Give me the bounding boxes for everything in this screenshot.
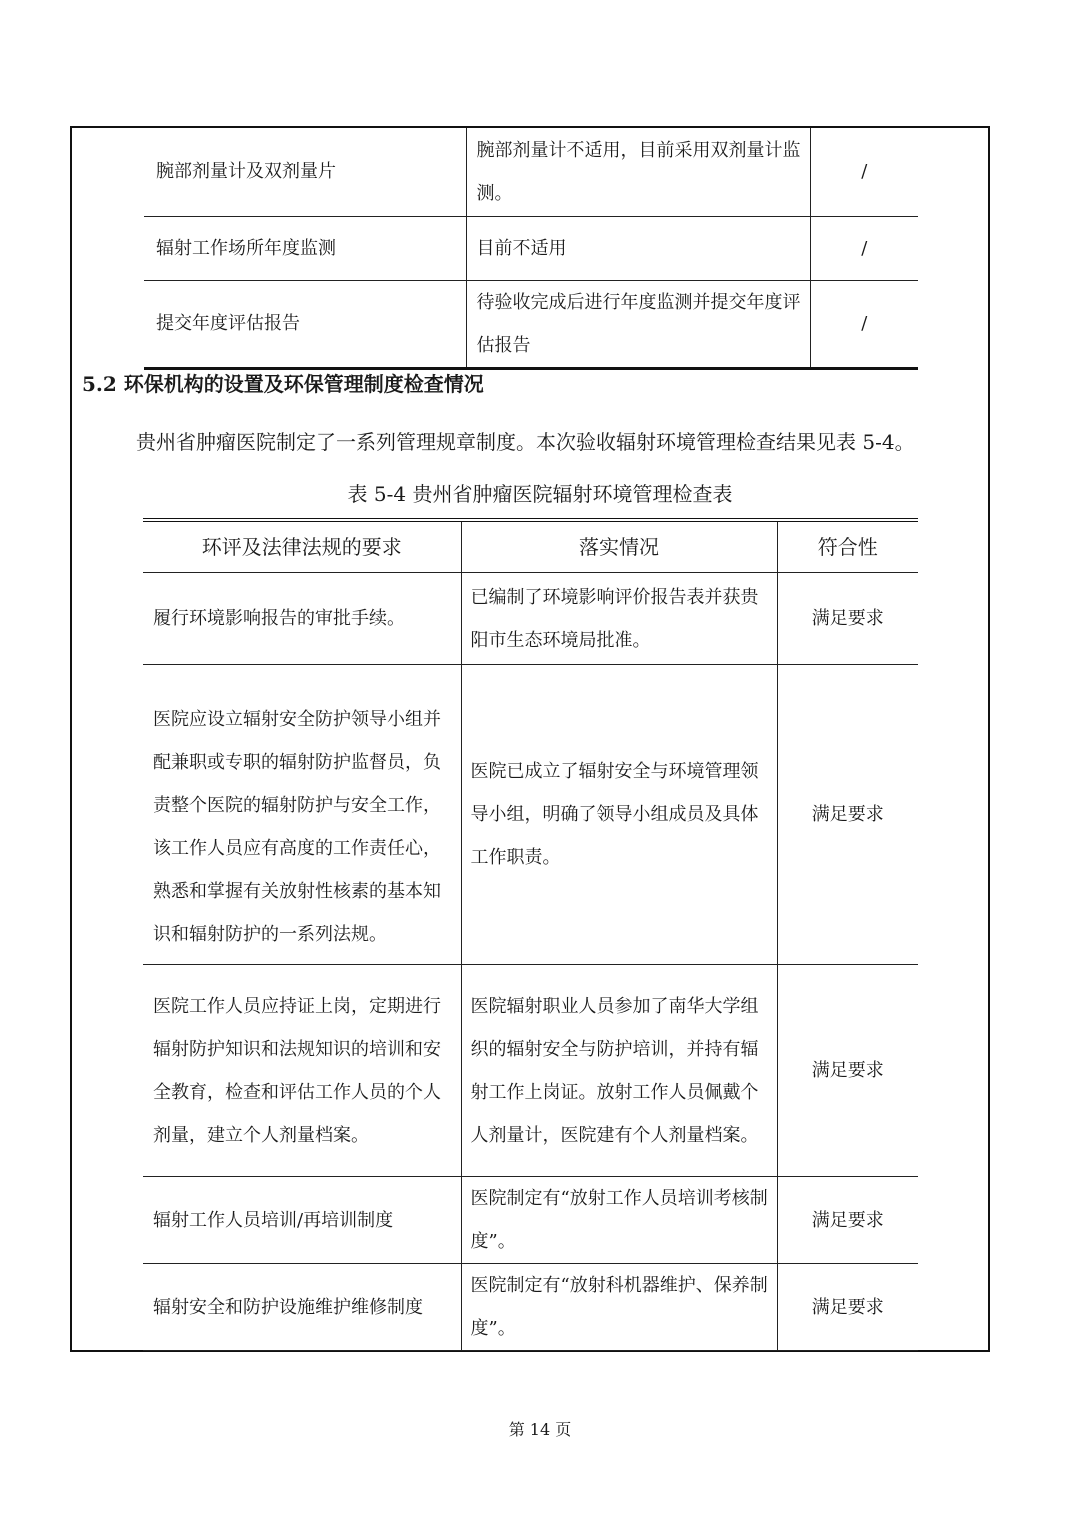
inspection-table (143, 518, 918, 1351)
implementation-cell: 医院辐射职业人员参加了南华大学组织的辐射安全与防护培训，并持有辐射工作上岗证。放射工作人员佩戴个人剂量计，医院建有个人剂量档案。 (461, 965, 777, 1177)
requirement-cell: 医院工作人员应持证上岗，定期进行辐射防护知识和法规知识的培训和安全教育，检查和评估工作人员的个人剂量，建立个人剂量档案。 (143, 965, 461, 1177)
requirement-cell: 辐射工作人员培训/再培训制度 (143, 1177, 461, 1264)
table-row (143, 1264, 918, 1351)
table-cell: 待验收完成后进行年度监测并提交年度评估报告 (466, 280, 810, 368)
table-cell: 目前不适用 (466, 216, 810, 280)
compliance-cell: 满足要求 (777, 1264, 918, 1351)
column-header: 符合性 (777, 520, 918, 573)
implementation-cell: 医院已成立了辐射安全与环境管理领导小组，明确了领导小组成员及具体工作职责。 (461, 665, 777, 965)
column-header: 落实情况 (461, 520, 777, 573)
body-paragraph: 贵州省肿瘤医院制定了一系列管理规章制度。本次验收辐射环境管理检查结果见表 5-4。 (136, 430, 915, 454)
table-row (143, 573, 918, 665)
requirement-cell: 履行环境影响报告的审批手续。 (143, 573, 461, 665)
table-cell: 辐射工作场所年度监测 (144, 216, 466, 280)
compliance-cell: 满足要求 (777, 1177, 918, 1264)
column-header: 环评及法律法规的要求 (143, 520, 461, 573)
table-cell: / (810, 216, 918, 280)
table-cell: / (810, 280, 918, 368)
implementation-cell: 医院制定有“放射科机器维护、保养制度”。 (461, 1264, 777, 1351)
compliance-cell: 满足要求 (777, 965, 918, 1177)
table-cell: / (810, 128, 918, 216)
table-cell: 腕部剂量计不适用，目前采用双剂量计监测。 (466, 128, 810, 216)
table-caption: 表 5-4 贵州省肿瘤医院辐射环境管理检查表 (347, 482, 733, 506)
section-heading: 5.2 环保机构的设置及环保管理制度检查情况 (82, 372, 484, 396)
table-row (144, 280, 918, 368)
table-header-row (143, 520, 918, 573)
table-row (144, 216, 918, 280)
table-row (143, 665, 918, 965)
requirement-cell: 辐射安全和防护设施维护维修制度 (143, 1264, 461, 1351)
implementation-cell: 已编制了环境影响评价报告表并获贵阳市生态环境局批准。 (461, 573, 777, 665)
compliance-cell: 满足要求 (777, 665, 918, 965)
requirement-cell: 医院应设立辐射安全防护领导小组并配兼职或专职的辐射防护监督员，负责整个医院的辐射防护与安全工作，该工作人员应有高度的工作责任心，熟悉和掌握有关放射性核素的基本知识和辐射防护的一系列法规。 (143, 665, 461, 965)
table-row (144, 128, 918, 216)
table-row (143, 965, 918, 1177)
table-row (143, 1177, 918, 1264)
implementation-cell: 医院制定有“放射工作人员培训考核制度”。 (461, 1177, 777, 1264)
continued-table (144, 128, 918, 370)
table-cell: 腕部剂量计及双剂量片 (144, 128, 466, 216)
compliance-cell: 满足要求 (777, 573, 918, 665)
page-number: 第 14 页 (508, 1420, 572, 1439)
table-cell: 提交年度评估报告 (144, 280, 466, 368)
